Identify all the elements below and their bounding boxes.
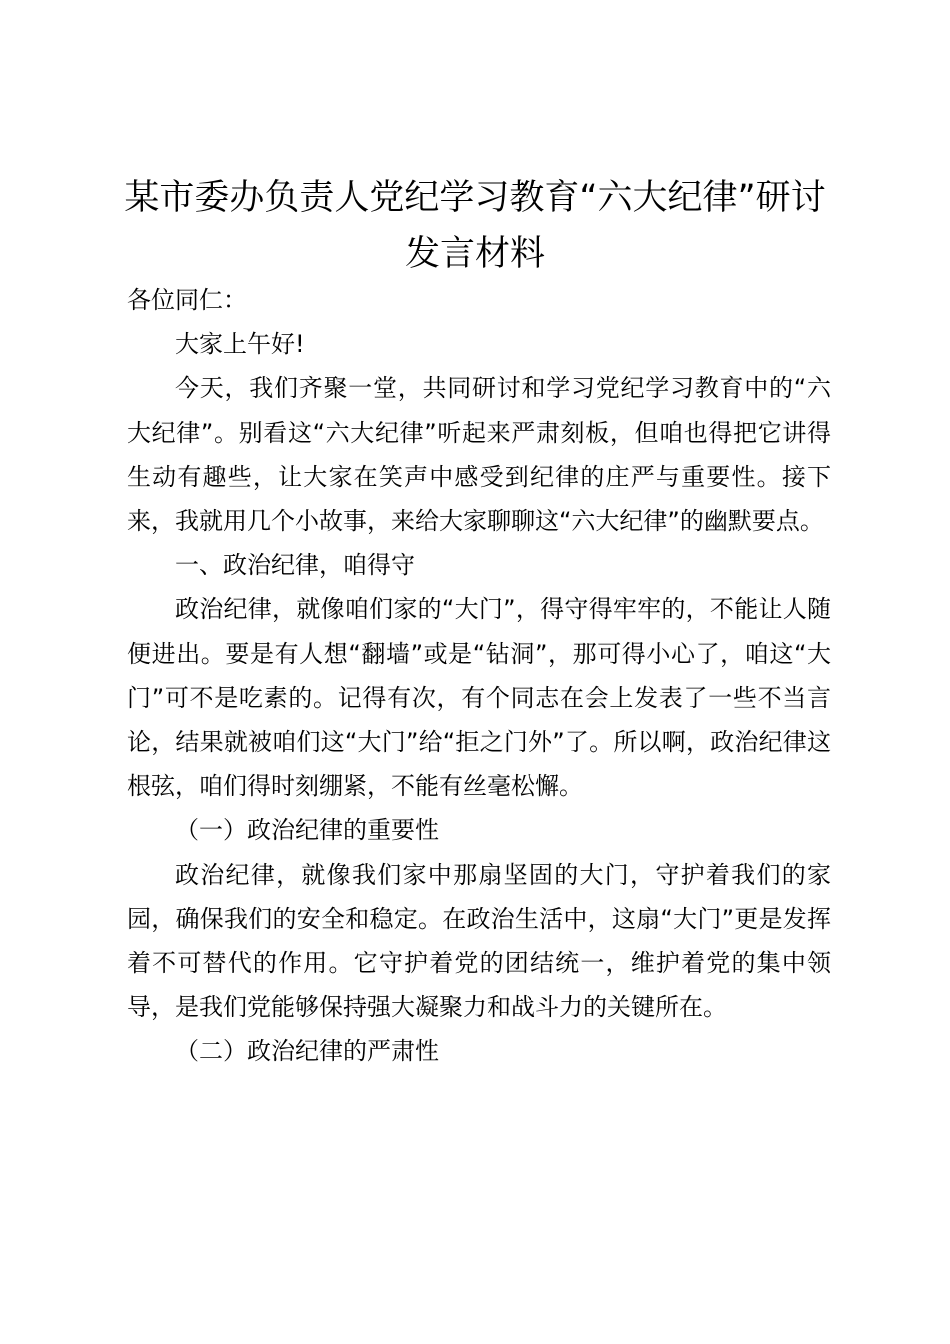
title-line-2: 发言材料	[404, 234, 545, 274]
subsection-heading-1: （一）政治纪律的重要性	[175, 816, 439, 845]
paragraph-greeting: 大家上午好!	[175, 330, 305, 359]
section-heading-1: 一、政治纪律，咱得守	[175, 551, 415, 580]
document-body	[127, 278, 831, 1074]
paragraph-intro: 今天，我们齐聚一堂，共同研讨和学习党纪学习教育中的“六大纪律”。别看这“六大纪律”听起来严肃刻板，但咱也得把它讲得生动有趣些，让大家在笑声中感受到纪律的庄严与重要性。接下来，我就用几个小故事，来给大家聊聊这“六大纪律”的幽默要点。	[127, 374, 831, 536]
document-title	[100, 170, 850, 282]
paragraph-political-discipline: 政治纪律，就像咱们家的“大门”，得守得牢牢的，不能让人随便进出。要是有人想“翻墙”或是“钻洞”，那可得小心了，咱这“大门”可不是吃素的。记得有次，有个同志在会上发表了一些不当言论，结果就被咱们这“大门”给“拒之门外”了。所以啊，政治纪律这根弦，咱们得时刻绷紧，不能有丝毫松懈。	[127, 595, 831, 801]
paragraph-importance: 政治纪律，就像我们家中那扇坚固的大门，守护着我们的家园，确保我们的安全和稳定。在政治生活中，这扇“大门”更是发挥着不可替代的作用。它守护着党的团结统一，维护着党的集中领导，是我们党能够保持强大凝聚力和战斗力的关键所在。	[127, 860, 831, 1022]
title-line-1: 某市委办负责人党纪学习教育“六大纪律”研讨	[124, 178, 826, 218]
subsection-heading-2: （二）政治纪律的严肃性	[175, 1037, 439, 1066]
salutation: 各位同仁：	[127, 286, 247, 314]
